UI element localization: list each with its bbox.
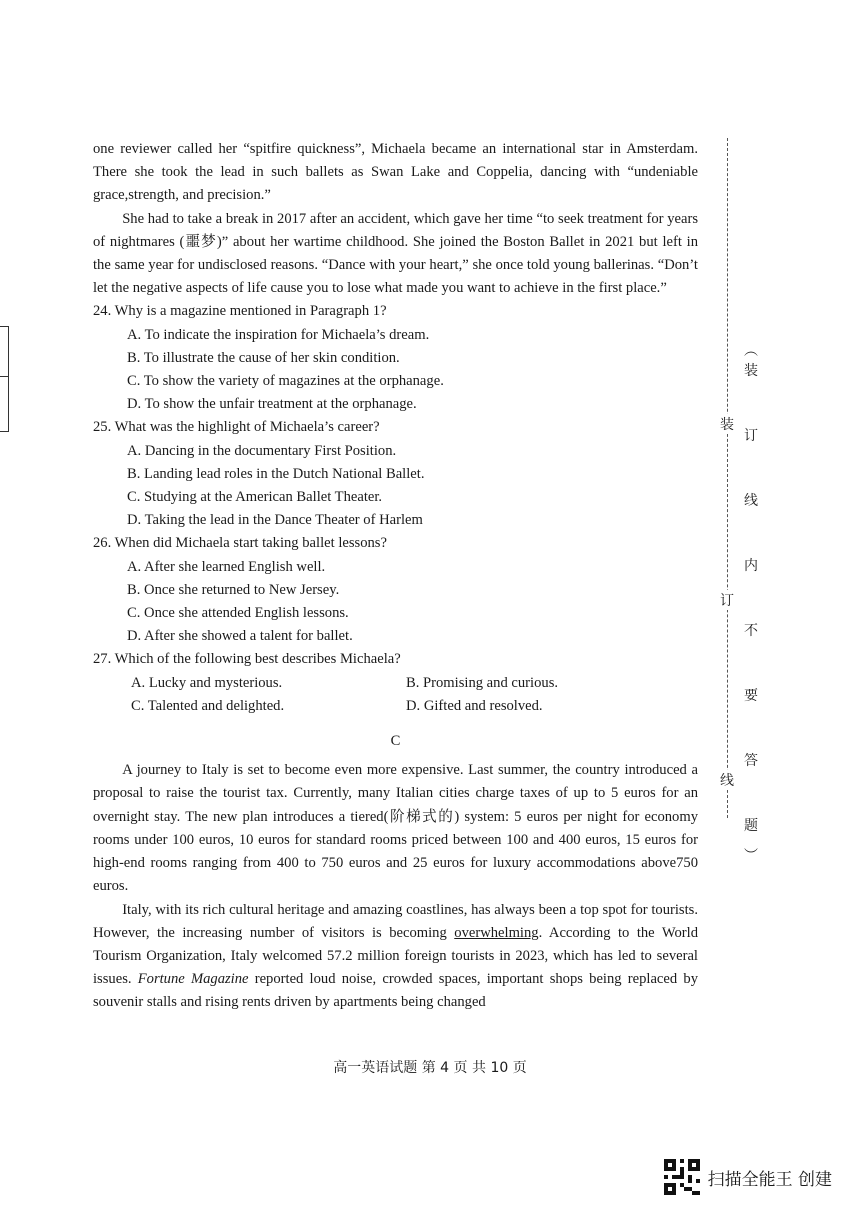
passage-c-paragraph-2 [93, 899, 698, 1015]
score-box [0, 326, 9, 432]
option-b: B. Promising and curious. [406, 674, 559, 691]
binding-char: 答 [744, 753, 758, 769]
option-a: A. To indicate the inspiration for Michaela’s dream. [127, 326, 430, 343]
text-run: reported loud noise, crowded spaces, important shops being replaced by souvenir stalls and rising rents driven by apartments being changed [93, 971, 698, 1011]
question-stem: 25. What was the highlight of Michaela’s career? [93, 419, 380, 436]
question-24 [93, 300, 698, 416]
passage-b-paragraph-1: one reviewer called her “spitfire quickness”, Michaela became an international star in Amsterdam. There she took the lead in such ballets as Swan Lake and Coppelia, dancing with “undeniable grace,strength, and precision.” [93, 141, 698, 204]
binding-char: 订 [720, 590, 734, 610]
binding-char: 内 [744, 558, 758, 574]
question-stem: 24. Why is a magazine mentioned in Paragraph 1? [93, 303, 387, 320]
text-run: . According to the World Tourism Organization, Italy welcomed 57.2 million foreign tourists in 2023, which has led to several issues. [93, 924, 698, 988]
binding-char: 线 [744, 493, 758, 509]
passage-c-paragraph-1: A journey to Italy is set to become even more expensive. Last summer, the country introduced a proposal to raise the tourist tax. Currently, many Italian cities charge taxes of up to 5 euros for an overnight stay. The new plan introduces a tiered(阶梯式的) system: 5 euros per night for economy rooms under 100 euros, 10 euros for standard rooms priced between 100 and 400 euros, 15 euros for high-end rooms ranging from 400 to 750 euros and 25 euros for luxury accommodations above750 euros. [93, 762, 698, 895]
option-a: A. After she learned English well. [127, 558, 326, 575]
passage-b-paragraph-2: She had to take a break in 2017 after an accident, which gave her time “to seek treatment for years of nightmares (噩梦)” about her wartime childhood. She joined the Boston Ballet in 2021 but left in the same year for undisclosed reasons. “Dance with your heart,” she once told young ballerinas. “Don’t let the negative aspects of life cause you to lose what made you want to achieve in the first place.” [93, 210, 698, 297]
text-run: Italy, with its rich cultural heritage and amazing coastlines, has always been a top spot for tourists. However, the increasing number of visitors is becoming [93, 901, 698, 941]
watermark-text: 扫描全能王 创建 [707, 1169, 832, 1190]
option-c: C. Once she attended English lessons. [127, 605, 349, 622]
option-d: D. To show the unfair treatment at the orphanage. [127, 396, 417, 413]
question-stem: 27. Which of the following best describes Michaela? [93, 651, 401, 668]
option-c: C. Studying at the American Ballet Theater. [127, 489, 383, 506]
option-d: D. Taking the lead in the Dance Theater of Harlem [127, 512, 423, 529]
page-footer: 高一英语试题 第 4 页 共 10 页 [333, 1060, 527, 1076]
scanner-watermark [664, 1159, 832, 1195]
binding-char: 订 [744, 428, 758, 444]
option-d: D. Gifted and resolved. [406, 697, 543, 714]
binding-char: 要 [744, 688, 758, 704]
option-c: C. Talented and delighted. [131, 697, 285, 714]
question-stem: 26. When did Michaela start taking ballet lessons? [93, 535, 387, 552]
binding-char: 线 [720, 770, 734, 790]
option-b: B. To illustrate the cause of her skin condition. [127, 349, 400, 366]
section-label-c: C [390, 733, 401, 750]
option-d: D. After she showed a talent for ballet. [127, 628, 353, 645]
binding-char: ︶ [744, 848, 758, 864]
question-26 [93, 532, 698, 648]
binding-char: 装 [744, 363, 758, 379]
magazine-title: Fortune Magazine [137, 971, 249, 988]
binding-line [727, 138, 728, 818]
underlined-word: overwhelming [454, 924, 539, 941]
question-27 [93, 648, 698, 718]
binding-char: 题 [744, 818, 758, 834]
binding-char: 不 [744, 623, 758, 639]
option-a: A. Dancing in the documentary First Position. [127, 442, 397, 459]
option-b: B. Once she returned to New Jersey. [127, 581, 340, 598]
qr-code-icon [664, 1159, 700, 1195]
page-content [93, 138, 698, 1015]
binding-char: ︵ [744, 343, 758, 359]
option-b: B. Landing lead roles in the Dutch National Ballet. [127, 465, 425, 482]
question-25 [93, 416, 698, 532]
binding-notice [741, 340, 761, 865]
option-a: A. Lucky and mysterious. [131, 674, 283, 691]
option-c: C. To show the variety of magazines at the orphanage. [127, 373, 444, 390]
binding-char: 装 [720, 414, 734, 434]
